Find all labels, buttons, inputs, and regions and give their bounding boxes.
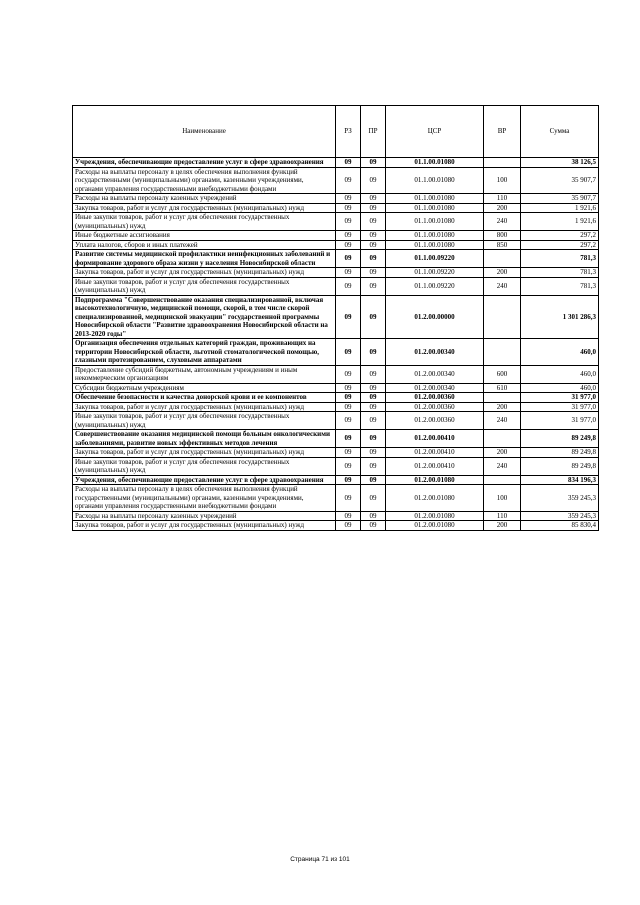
table-row: [73, 485, 599, 512]
cell-sum: 297,2: [521, 231, 599, 241]
cell-pr: 09: [361, 158, 386, 168]
cell-sum: 31 977,0: [521, 393, 599, 403]
cell-csr: 01.2.00.00000: [386, 295, 484, 339]
cell-sum: 359 245,3: [521, 485, 599, 512]
cell-sum: 460,0: [521, 339, 599, 366]
cell-sum: 834 196,3: [521, 475, 599, 485]
cell-csr: 01.1.00.01080: [386, 194, 484, 204]
cell-name: Расходы на выплаты персоналу казенных учреждений: [73, 511, 336, 521]
cell-sum: 359 245,3: [521, 511, 599, 521]
cell-vr: 200: [484, 203, 521, 213]
cell-name: Иные закупки товаров, работ и услуг для обеспечения государственных (муниципальных) нужд: [73, 412, 336, 430]
cell-vr: 200: [484, 268, 521, 278]
cell-name: Закупка товаров, работ и услуг для государственных (муниципальных) нужд: [73, 521, 336, 531]
cell-sum: 35 907,7: [521, 167, 599, 194]
cell-vr: [484, 475, 521, 485]
cell-rz: 09: [336, 231, 361, 241]
table-body: [73, 158, 599, 531]
cell-rz: 09: [336, 167, 361, 194]
header-name: Наименование: [73, 106, 336, 158]
cell-vr: 240: [484, 213, 521, 231]
cell-pr: 09: [361, 213, 386, 231]
cell-sum: 460,0: [521, 383, 599, 393]
cell-sum: 1 921,6: [521, 213, 599, 231]
cell-sum: 31 977,0: [521, 412, 599, 430]
cell-rz: 09: [336, 521, 361, 531]
cell-rz: 09: [336, 277, 361, 295]
cell-name: Учреждения, обеспечивающие предоставление услуг в сфере здравоохранения: [73, 158, 336, 168]
table-row: [73, 383, 599, 393]
cell-rz: 09: [336, 430, 361, 448]
cell-name: Расходы на выплаты персоналу в целях обеспечения выполнения функций государственными (муниципальными) органами, казенными учреждениями, органами управления государственными внебюджетными фондами: [73, 167, 336, 194]
table-row: [73, 393, 599, 403]
header-csr: ЦСР: [386, 106, 484, 158]
cell-name: Иные закупки товаров, работ и услуг для обеспечения государственных (муниципальных) нужд: [73, 213, 336, 231]
cell-name: Расходы на выплаты персоналу казенных учреждений: [73, 194, 336, 204]
cell-rz: 09: [336, 402, 361, 412]
cell-name: Иные бюджетные ассигнования: [73, 231, 336, 241]
cell-sum: 38 126,5: [521, 158, 599, 168]
cell-csr: 01.2.00.01080: [386, 511, 484, 521]
cell-name: Расходы на выплаты персоналу в целях обеспечения выполнения функций государственными (муниципальными) органами, казенными учреждениями, органами управления государственными внебюджетными фондами: [73, 485, 336, 512]
cell-rz: 09: [336, 457, 361, 475]
cell-sum: 31 977,0: [521, 402, 599, 412]
cell-rz: 09: [336, 383, 361, 393]
table-row: [73, 277, 599, 295]
cell-csr: 01.2.00.00360: [386, 412, 484, 430]
cell-vr: 800: [484, 231, 521, 241]
table-row: [73, 412, 599, 430]
page-footer: Страница 71 из 101: [290, 856, 350, 863]
cell-csr: 01.2.00.00410: [386, 448, 484, 458]
cell-sum: 35 907,7: [521, 194, 599, 204]
cell-pr: 09: [361, 295, 386, 339]
table-row: [73, 203, 599, 213]
cell-vr: 100: [484, 167, 521, 194]
cell-rz: 09: [336, 365, 361, 383]
cell-rz: 09: [336, 240, 361, 250]
table-row: [73, 240, 599, 250]
cell-pr: 09: [361, 485, 386, 512]
table-row: [73, 268, 599, 278]
cell-vr: 240: [484, 457, 521, 475]
cell-pr: 09: [361, 365, 386, 383]
table-row: [73, 430, 599, 448]
table-row: [73, 457, 599, 475]
cell-sum: 85 830,4: [521, 521, 599, 531]
cell-rz: 09: [336, 339, 361, 366]
cell-name: Закупка товаров, работ и услуг для государственных (муниципальных) нужд: [73, 203, 336, 213]
cell-csr: 01.2.00.01080: [386, 475, 484, 485]
cell-pr: 09: [361, 402, 386, 412]
cell-name: Обеспечение безопасности и качества донорской крови и ее компонентов: [73, 393, 336, 403]
cell-name: Уплата налогов, сборов и иных платежей: [73, 240, 336, 250]
table-row: [73, 521, 599, 531]
cell-name: Закупка товаров, работ и услуг для государственных (муниципальных) нужд: [73, 448, 336, 458]
cell-vr: [484, 250, 521, 268]
cell-csr: 01.1.00.09220: [386, 268, 484, 278]
cell-csr: 01.1.00.01080: [386, 213, 484, 231]
cell-csr: 01.1.00.01080: [386, 231, 484, 241]
cell-rz: 09: [336, 250, 361, 268]
cell-name: Развитие системы медицинской профилактики неинфекционных заболеваний и формирование здорового образа жизни у населения Новосибирской области: [73, 250, 336, 268]
cell-vr: 610: [484, 383, 521, 393]
cell-csr: 01.2.00.00340: [386, 383, 484, 393]
cell-csr: 01.1.00.01080: [386, 158, 484, 168]
cell-csr: 01.1.00.01080: [386, 240, 484, 250]
cell-vr: [484, 430, 521, 448]
cell-vr: 240: [484, 412, 521, 430]
cell-sum: 1 301 286,3: [521, 295, 599, 339]
cell-name: Закупка товаров, работ и услуг для государственных (муниципальных) нужд: [73, 268, 336, 278]
table-row: [73, 231, 599, 241]
cell-sum: 297,2: [521, 240, 599, 250]
table-row: [73, 250, 599, 268]
cell-rz: 09: [336, 268, 361, 278]
table-row: [73, 402, 599, 412]
table-row: [73, 475, 599, 485]
budget-table: [72, 105, 599, 531]
cell-rz: 09: [336, 448, 361, 458]
cell-rz: 09: [336, 158, 361, 168]
cell-pr: 09: [361, 167, 386, 194]
cell-csr: 01.2.00.00410: [386, 430, 484, 448]
cell-rz: 09: [336, 511, 361, 521]
cell-rz: 09: [336, 412, 361, 430]
cell-name: Совершенствование оказания медицинской помощи больным онкологическими заболеваниями, развитие новых эффективных методов лечения: [73, 430, 336, 448]
cell-pr: 09: [361, 383, 386, 393]
cell-rz: 09: [336, 393, 361, 403]
cell-vr: [484, 295, 521, 339]
cell-sum: 1 921,6: [521, 203, 599, 213]
cell-pr: 09: [361, 194, 386, 204]
header-rz: РЗ: [336, 106, 361, 158]
cell-csr: 01.2.00.01080: [386, 521, 484, 531]
cell-name: Учреждения, обеспечивающие предоставление услуг в сфере здравоохранения: [73, 475, 336, 485]
cell-vr: 200: [484, 402, 521, 412]
cell-csr: 01.2.00.00410: [386, 457, 484, 475]
cell-vr: [484, 339, 521, 366]
header-pr: ПР: [361, 106, 386, 158]
cell-rz: 09: [336, 295, 361, 339]
cell-pr: 09: [361, 339, 386, 366]
cell-pr: 09: [361, 430, 386, 448]
cell-vr: 240: [484, 277, 521, 295]
cell-name: Иные закупки товаров, работ и услуг для обеспечения государственных (муниципальных) нужд: [73, 277, 336, 295]
cell-sum: 89 249,8: [521, 448, 599, 458]
cell-name: Организация обеспечения отдельных категорий граждан, проживающих на территории Новосибирской области, льготной стоматологической помощью, глазными протезированием, слуховыми аппаратами: [73, 339, 336, 366]
table-row: [73, 339, 599, 366]
table-row: [73, 511, 599, 521]
cell-csr: 01.2.00.00360: [386, 393, 484, 403]
cell-pr: 09: [361, 203, 386, 213]
cell-csr: 01.2.00.00340: [386, 339, 484, 366]
cell-csr: 01.1.00.01080: [386, 167, 484, 194]
cell-rz: 09: [336, 475, 361, 485]
cell-csr: 01.2.00.00360: [386, 402, 484, 412]
table-row: [73, 448, 599, 458]
header-vr: ВР: [484, 106, 521, 158]
cell-pr: 09: [361, 277, 386, 295]
cell-rz: 09: [336, 194, 361, 204]
cell-csr: 01.1.00.09220: [386, 277, 484, 295]
table-row: [73, 194, 599, 204]
cell-vr: [484, 158, 521, 168]
table-row: [73, 167, 599, 194]
cell-pr: 09: [361, 250, 386, 268]
cell-vr: 200: [484, 521, 521, 531]
table-header-row: [73, 106, 599, 158]
cell-name: Иные закупки товаров, работ и услуг для обеспечения государственных (муниципальных) нужд: [73, 457, 336, 475]
table-row: [73, 213, 599, 231]
cell-name: Закупка товаров, работ и услуг для государственных (муниципальных) нужд: [73, 402, 336, 412]
cell-pr: 09: [361, 448, 386, 458]
cell-vr: 110: [484, 194, 521, 204]
cell-pr: 09: [361, 511, 386, 521]
cell-pr: 09: [361, 268, 386, 278]
cell-vr: 850: [484, 240, 521, 250]
cell-pr: 09: [361, 231, 386, 241]
cell-vr: 600: [484, 365, 521, 383]
cell-name: Подпрограмма "Совершенствование оказания специализированной, включая высокотехнологичную, медицинской помощи, скорой, в том числе скорой специализированной, медицинской эвакуации" государственной программы Новосибирской области "Развитие здравоохранения Новосибирской области на 2013-2020 годы": [73, 295, 336, 339]
cell-name: Предоставление субсидий бюджетным, автономным учреждениям и иным некоммерческим организациям: [73, 365, 336, 383]
cell-vr: [484, 393, 521, 403]
header-sum: Сумма: [521, 106, 599, 158]
cell-rz: 09: [336, 213, 361, 231]
cell-pr: 09: [361, 521, 386, 531]
cell-csr: 01.2.00.00340: [386, 365, 484, 383]
cell-rz: 09: [336, 203, 361, 213]
table-row: [73, 295, 599, 339]
cell-sum: 89 249,8: [521, 457, 599, 475]
cell-sum: 781,3: [521, 277, 599, 295]
cell-rz: 09: [336, 485, 361, 512]
cell-csr: 01.2.00.01080: [386, 485, 484, 512]
cell-csr: 01.1.00.01080: [386, 203, 484, 213]
cell-sum: 460,0: [521, 365, 599, 383]
cell-name: Субсидии бюджетным учреждениям: [73, 383, 336, 393]
table-row: [73, 365, 599, 383]
cell-pr: 09: [361, 393, 386, 403]
cell-vr: 110: [484, 511, 521, 521]
cell-pr: 09: [361, 475, 386, 485]
cell-sum: 781,3: [521, 250, 599, 268]
cell-pr: 09: [361, 412, 386, 430]
cell-pr: 09: [361, 457, 386, 475]
cell-vr: 200: [484, 448, 521, 458]
table-row: [73, 158, 599, 168]
cell-sum: 89 249,8: [521, 430, 599, 448]
cell-pr: 09: [361, 240, 386, 250]
cell-vr: 100: [484, 485, 521, 512]
cell-sum: 781,3: [521, 268, 599, 278]
cell-csr: 01.1.00.09220: [386, 250, 484, 268]
